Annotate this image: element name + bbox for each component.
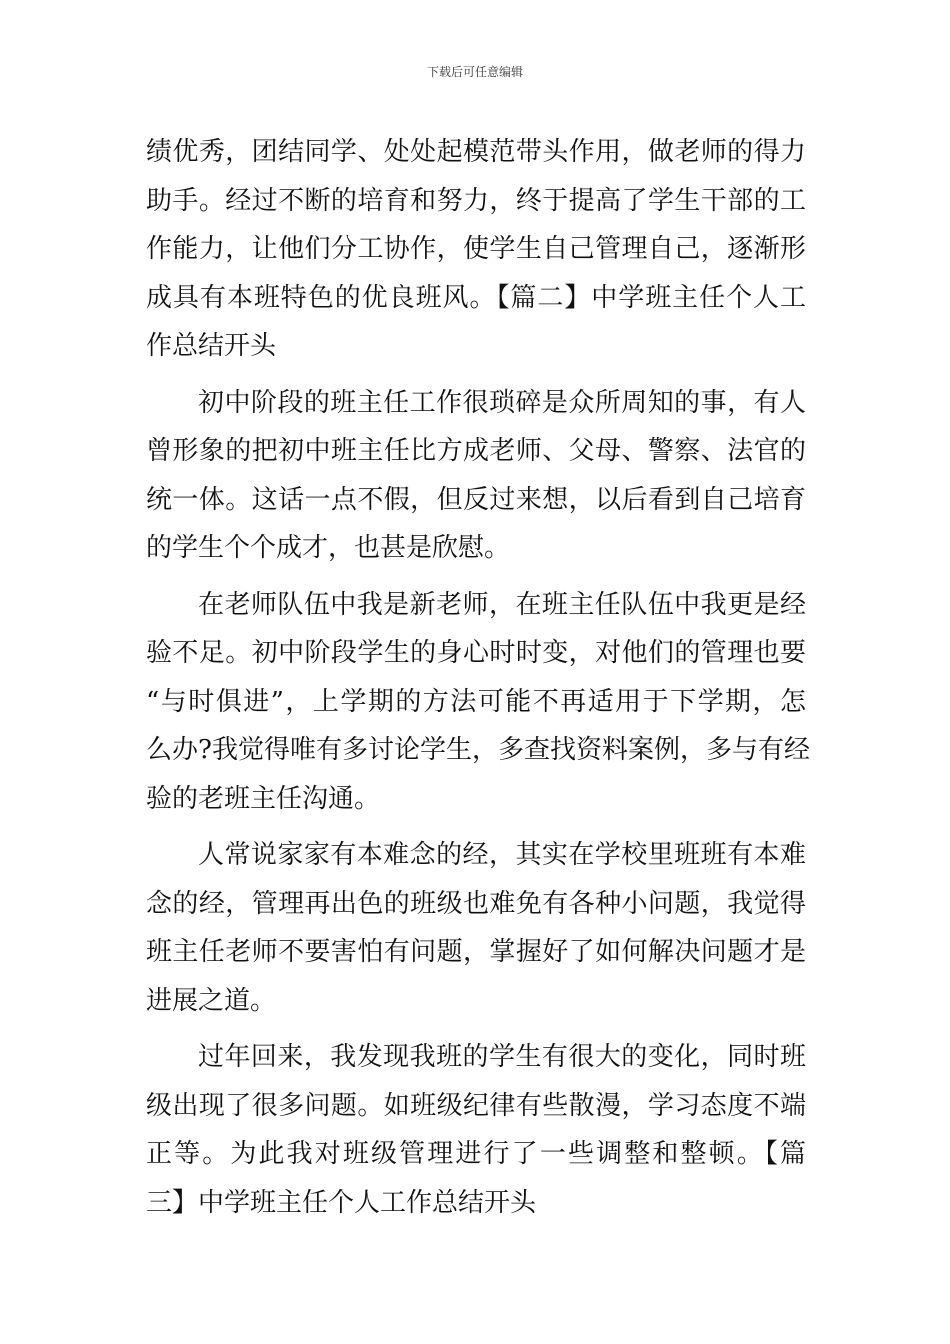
text-line: 在老师队伍中我是新老师，在班主任队伍中我更是经 <box>198 589 806 620</box>
paragraph <box>146 581 810 824</box>
paragraph <box>146 379 806 573</box>
paragraph <box>146 1033 806 1227</box>
text-line: 进展之道。 <box>146 985 277 1016</box>
text-line: 绩优秀，团结同学、处处起模范带头作用，做老师的得力 <box>146 137 806 167</box>
text-line: 验的老班主任沟通。 <box>146 783 381 814</box>
text-line: 正等。为此我对班级管理进行了一些调整和整顿。【篇 <box>146 1139 806 1169</box>
text-line: 三】中学班主任个人工作总结开头 <box>146 1187 537 1218</box>
text-line: 成具有本班特色的优良班风。【篇二】中学班主任个人工 <box>146 282 806 313</box>
text-line: 么办?我觉得唯有多讨论学生，多查找资料案例，多与有经 <box>146 735 810 765</box>
text-line: 作总结开头 <box>146 331 277 361</box>
text-line: 初中阶段的班主任工作很琐碎是众所周知的事，有人 <box>198 387 806 418</box>
text-line: 念的经，管理再出色的班级也难免有各种小问题，我觉得 <box>146 888 806 919</box>
text-line: 过年回来，我发现我班的学生有很大的变化，同时班 <box>198 1042 806 1072</box>
paragraph <box>146 831 806 1025</box>
text-line: 的学生个个成才，也甚是欣慰。 <box>146 533 511 563</box>
text-line: 人常说家家有本难念的经，其实在学校里班班有本难 <box>198 840 806 870</box>
text-line: 验不足。初中阶段学生的身心时时变，对他们的管理也要 <box>146 638 806 668</box>
text-line: 曾形象的把初中班主任比方成老师、父母、警察、法官的 <box>146 436 806 466</box>
paragraph <box>146 128 806 371</box>
text-line: 助手。经过不断的培育和努力，终于提高了学生干部的工 <box>146 185 806 216</box>
text-line: 作能力，让他们分工协作，使学生自己管理自己，逐渐形 <box>146 234 806 264</box>
text-line: 级出现了很多问题。如班级纪律有些散漫，学习态度不端 <box>146 1090 806 1121</box>
text-line: 班主任老师不要害怕有问题，掌握好了如何解决问题才是 <box>146 937 806 967</box>
header-note: 下载后可任意编辑 <box>426 65 523 79</box>
text-line: 统一体。这话一点不假，但反过来想，以后看到自己培育 <box>146 484 806 515</box>
text-line: “与时俱进”，上学期的方法可能不再适用于下学期，怎 <box>146 686 806 717</box>
document-body <box>146 128 810 1227</box>
